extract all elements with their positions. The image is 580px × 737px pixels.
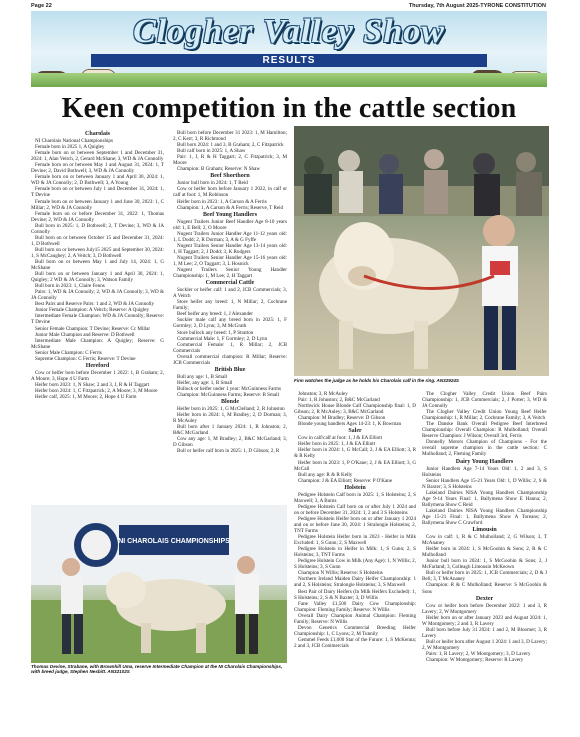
result-entry: Heifer born in 2025: 1, G McClelland; 2, R Johnston	[177, 406, 285, 413]
result-entry: Bull born after 1 January 2024: 1, R Johnston; 2, B&C McGarland	[173, 424, 287, 437]
result-entry: Lakeland Dairies NISA Young Handlers Championship Age 9-14 Years Final: 1, Ballymena Show E Hanna; 2, Ballymena Show C Reid	[422, 489, 547, 508]
photo-illustration	[294, 126, 549, 376]
result-entry: Heifer born on or after January 2023 and August 2024: 1, W Montgomery; 2 and 3, R Lavery	[422, 614, 547, 627]
result-entry: Senior Handlers Age 15-21 Years Old: 1, D Willis; 2, S & N Baxter; 3, S Holsteins	[422, 477, 547, 490]
result-entry: Donnelly Motors Champion of Champions - For the overall supreme champion in the cattle section: C Mulholland; 2, Fleming Family	[422, 439, 547, 458]
result-entry: Devon Genetics Commercial Breeding Heifer Championship: 1, C Lyons; 2, M Tunnily	[294, 624, 416, 637]
result-entry: Supreme Champion: C Ferris; Reserve: T Devine	[35, 355, 136, 362]
section-heading: Blonde	[220, 399, 239, 406]
result-entry: Bull born in 2025: 1, D Bothwell; 2, T Devine; 3, WD & JA Connolly	[31, 222, 164, 235]
championship-sign: NI CHAROLAIS CHAMPIONSHIPS	[118, 538, 230, 545]
photo-charolais-calf	[294, 126, 549, 376]
result-entry: Lakeland Dairies NISA Young Handlers Championship Age 15-21 Final: 1, Ballymena Show A Toreans; 2, Ballymena Show C Crawford	[422, 507, 547, 526]
result-entry: Suckler male calf any breed born in 2025: 1, F Gormley; 2, D Lynn; 3, M McGrath	[173, 317, 287, 330]
result-entry: Pedigree Holstein Heifer born in 2023 - Heifer in Milk Excluded: 1, S Gunn; 2, S Maxwell	[294, 534, 416, 547]
result-entry: Bull born before July 31 2024: 1 and 2, M Bloomer; 3, R Lavery	[422, 626, 547, 639]
result-entry: Bull any age: 1, B Small	[177, 373, 228, 380]
section-heading: Saler	[348, 428, 362, 435]
result-entry: Bull born on or between October 15 and December 31, 2024: 1, D Bothwell	[31, 234, 164, 247]
section-heading: Holstein	[344, 484, 366, 491]
result-entry: Champion: W Montgomery; Reserve: R Lavery	[426, 657, 524, 664]
result-entry: Commercial Male: 1, F Gormley; 2, D Lynn	[177, 335, 268, 342]
result-entry: Heifer born in 2024: 1, G McCall; 2, J & EA Elliott; 3, R & R Kelly	[294, 447, 416, 460]
section-heading: Limousin	[472, 527, 497, 534]
section-heading: Beef Young Handlers	[202, 211, 258, 218]
result-entry: Pedigree Holstein in Heifer in Milk: 1, S Gunn; 2, S Holsteins; 3, TNT Farms	[294, 546, 416, 559]
result-entry: Nugent Trailers Junior Handler Age 11-12 years old: 1, L Dodd; 2, R Dorman; 3, A & G Fyffe	[173, 230, 287, 243]
result-entry: Champion: M Bradley; Reserve: D Gibson	[298, 415, 386, 422]
result-entry: Best Pair of Dairy Heifers (In Milk Heifers Excluded): 1, S Holsteins; 2, S & N Baxter; 3, D Willis	[294, 588, 416, 601]
grass-strip	[31, 73, 547, 87]
section-heading: Beef Shorthorn	[210, 173, 250, 180]
result-entry: Pairs: 1, WD & JA Connolly; 2, WD & JA Connolly; 3, WD & JA Connolly	[31, 289, 164, 302]
result-entry: Pair: 1, R Johnston; 2, B&C McGarland	[298, 397, 380, 404]
result-entry: Beef heifer any breed: 1, J Alexander	[177, 311, 253, 318]
photo-illustration	[31, 505, 287, 663]
result-entry: Cow or heifer born before December 1 2022: 1, B Graham; 2, A Moore; 3, Hope 4 U Farm	[31, 369, 164, 382]
result-entry: Suckler or heifer calf: 1 and 2, JCB Commercials; 3, A Veitch	[173, 287, 287, 300]
result-entry: Fane Valley £1,500 Dairy Cow Championship: Champion: Fleming Family; Reserve: N Willis	[294, 600, 416, 613]
result-entry: The Clogher Valley Credit Union Young Beef Heifer Championship: 1, R Millar; 2, Cochrane Family; 3, A Veitch	[422, 409, 547, 422]
result-entry: Bull or heifer calf born in 2025: 1, D Gibson; 2, R	[177, 448, 280, 455]
result-entry: Johnston; 3, R McAuley	[298, 391, 348, 397]
result-entry: Northern Ireland Maiden Dairy Heifer Championship: 1 and 2, S Holsteins; Stralongie Holsteins; 3, S Maxwell	[294, 576, 416, 589]
issue-date: Thursday, 7th August 2025-TYRONE CONSTITUTION	[408, 3, 546, 9]
result-entry: Bullock or heifer under 1 year: McGuinness Farms	[177, 385, 281, 392]
result-entry: The Clogher Valley Credit Union Beef Pairs Championship: 1, JCB Commercials; 2, J Porter; 3, WD & JA Connolly	[422, 391, 547, 410]
result-entry: Senior Female Champion: T Devine; Reserve: Cc Millar	[35, 325, 151, 332]
result-entry: Champion: R & C Mulholland; Reserve: S McGoohin & Sons	[422, 582, 547, 595]
result-entry: Heifer born in 2023: 1, A Carson & A Ferris	[177, 198, 267, 205]
result-entry: Champion: B Graham; Reserve: N Shaw	[177, 166, 261, 173]
result-entry: Bull born before December 31 2023: 1, M Hamilton; 2, C Kerr; 3, R Richmond	[173, 130, 287, 143]
result-entry: Female born on or between July 1 and December 31, 2024: 1, T Devine	[31, 186, 164, 199]
result-entry: Heifer born in 2025: 1, J & EA Elliott	[298, 441, 376, 448]
result-entry: Senior Male Champion: C Ferris	[35, 349, 102, 356]
result-entry: Champion: McGuinness Farms; Reserve: B Small	[177, 391, 280, 398]
result-entry: Female born on or between January 1 and June 30, 2023: 1, C Millar; 2, WD & JA Connolly	[31, 198, 164, 211]
result-entry: Bull born on or between January 1 and April 30, 2024: 1, Quigley; 2 WD & JA Connolly; 3, Watson Family	[31, 271, 164, 284]
result-entry: Junior Female Champion: A Veitch; Reserve: A Quigley	[35, 307, 150, 314]
result-entry: Heifer calf, 2025: 1, M Moore; 2, Hope 4 U Farm	[35, 394, 137, 401]
result-entry: Northwick House Blonde Calf Championship final: 1, D Gibson; 2, R McAuley; 3, B&C McGarland	[294, 403, 416, 416]
result-entry: Bull any age: R & R Kelly	[298, 471, 353, 478]
result-entry: Female born in 2025 1, A Quigley	[35, 144, 105, 151]
result-entry: Heifer, any age: 1, B Small	[177, 379, 233, 386]
results-column-3	[294, 391, 416, 649]
result-entry: Junior bull born in 2024: 1, S McGoohin & Sons; 2, J McFarland; 3, Colleagh Limousin McKeown	[422, 558, 547, 571]
result-entry: Pedigree Holstein Heifer born on or after January 1 2024 and on or before June 30, 2024: 1 Stralongie Holsteins; 2, TNT Farms	[294, 515, 416, 535]
result-entry: Bull or heifer born after August 1 2024: 1 and 3, D Lavery; 2, W Montgomery	[422, 638, 547, 651]
result-entry: Pedigree Holstein Cow in Milk (Any Age): 1, N Willis; 2, S Holsteins; 3, S Gunn	[294, 558, 416, 571]
result-entry: Heifer born in 2023: 1, P O'Kane; 2, J & EA Elliott; 3, G McCall	[294, 459, 416, 472]
result-entry: Female born on or between May 1 and August 31, 2024: 1, T Devine; 2, David Bothwell; 3, WD & JA Connolly	[31, 162, 164, 175]
section-heading: Dairy Young Handlers	[455, 458, 514, 465]
section-heading: British Blue	[214, 366, 246, 373]
results-column-4	[422, 391, 547, 663]
result-entry: Pedigree Holstein Calf born on or after July 1 2024 and on or before December 31, 2024: 1, 2 and 3 S Holsteins	[294, 503, 416, 516]
result-entry: Nugent Trailers Junior Beef Handler Age 8-10 years old: 1, E Bell; 2, O Moore	[173, 218, 287, 231]
result-entry: Female born on or between September 1 and December 31, 2024: 1, Alan Veitch, 2, Gerard McShane; 3, WD & JA Connolly	[31, 150, 164, 163]
result-entry: Junior Male Champion and Reserve: D Bothwell	[35, 331, 135, 338]
result-entry: Female born on or before December 31, 2022: 1, Thomas Devine; 2, WD & JA Connolly	[31, 210, 164, 223]
result-entry: Bull born in 2023: 1, Claire Fenns	[35, 283, 105, 290]
result-entry: Cow in calf/calf at foot: 1, J & EA Elliott	[298, 435, 383, 442]
page-number: Page 22	[31, 3, 52, 9]
section-heading: Commercial Cattle	[205, 280, 255, 287]
result-entry: Bull born on or between July15 2025 and September 30, 2024: 1, S McCaughey; 2, A Veitch; 3, D Bothwell	[31, 246, 164, 259]
result-entry: Pairs: 1, R Lavery; 2, W Montgomery; 3, D Lavery	[426, 650, 531, 657]
result-entry: Best Pairs and Reserve Pairs: 1 and 2, WD & JA Connolly	[35, 301, 155, 308]
result-entry: Junior bull born in 2024: 1, T Reid	[177, 180, 248, 187]
result-entry: Gemmel Feeds £1,000 Star of the Future: 1, S McKenna; 2 and 3, JCB Commercials	[294, 636, 416, 649]
result-entry: Store bullock any breed: 1, P Stratton	[177, 329, 254, 336]
result-entry: Heifer born in 2024: 1, M Bradley; 2, D Dorman; 3, R McAuley	[173, 412, 287, 425]
result-entry: Store heifer any breed: 1, N Millar; 2, Cochrane Family;	[173, 299, 287, 312]
result-entry: Female born on or between January 1 and April 30, 2024: 1, WD & JA Connolly; 2, D Bothwell; 3, A Young	[31, 174, 164, 187]
result-entry: Bull born on or between May 1 and July 14, 2024: 1, G McShane	[31, 258, 164, 272]
result-entry: Pair: 1, J, R & H Taggart; 2, C Fitzpatrick; 3, M Moore	[173, 154, 287, 167]
section-heading: Hereford	[85, 362, 110, 369]
result-entry: Blonde young handlers Ages 14-23: 1, K Bowman	[298, 421, 401, 428]
result-entry: Pedigree Holstein Calf born in 2025: 1, S Holsteins; 2, S Maxwell; 3, A Burns	[294, 491, 416, 504]
result-entry: Cow or heifer born before December 2022: 1 and 3, R Lavery; 2, W Montgomery	[422, 602, 547, 615]
result-entry: Cow or heifer born before January 1 2022, in calf or calf at foot: 1, M Robinson	[173, 186, 287, 199]
result-entry: Cow any age: 1, M Bradley; 2, B&C McGarland; 3, D Gibson	[173, 436, 287, 449]
result-entry: The Danske Bank Overall Pedigree Beef Interbreed Championship: Overall Champion: R Mulholland; Overall Reserve Champion: J Wilson; Overall 3rd, Ferris	[422, 421, 547, 440]
result-entry: Nugent Trailers Senior Handler Age 15-16 years old: 1, M Lee; 2, O Taggart; 3, L Hosnick	[173, 254, 287, 267]
result-entry: Champion: J & EA Elliott; Reserve: P O'Kane	[298, 477, 392, 484]
results-column-2	[173, 130, 287, 454]
result-entry: Champion: 1, A Carson & A Ferris; Reserve, T Reid	[177, 204, 284, 211]
result-entry: Bull born 2024: 1 and 3, B Graham; 2, C Fitzpatrick	[177, 142, 284, 149]
result-entry: Nugent Trailers Senior Handler Age 13-14 years old: 1, H Taggart; 2, J Dodd; 3, K Rodgers	[173, 242, 287, 255]
result-entry: Nugent Trailers Senior Young Handler Championship: 1, M Lee; 2, H Taggart	[173, 267, 287, 280]
result-entry: Champion N Willis; Reserve: S Holsteins	[298, 570, 383, 577]
photo-caption: Thomas Devine, Strabane, with Brownhill Uma, reserve Intermediate Champion at the NI Charolais Championships, with breed judge, Stephen Nesbitt. AN32102S	[31, 664, 283, 675]
result-entry: Overall Dairy Champion Animal Champion: Fleming Family; Reserve: N Willis	[294, 612, 416, 625]
result-entry: Bull or heifer born in 2025: 1, JCB Commercials; 2, D & J Bell; 3, T McAnaney	[422, 570, 547, 583]
result-entry: NI Charolais National Championships	[35, 138, 113, 145]
section-heading: Dexter	[475, 595, 494, 602]
show-banner	[31, 11, 547, 87]
result-entry: Commercial Female: 1, R Millar; 2, JCB Commercials	[173, 341, 287, 354]
banner-title: Clogher Valley Show	[133, 13, 445, 50]
result-entry: Junior Handlers Age 7-14 Years Old: 1, 2 and 3, S Holsteins	[422, 465, 547, 478]
banner-subtitle: RESULTS	[262, 55, 316, 66]
result-entry: Heifer born 2024: 1, C Fitzpatrick; 2, A Moore; 3, M Moore	[35, 387, 158, 394]
headline: Keen competition in the cattle section	[61, 93, 517, 124]
results-column-1	[31, 130, 164, 400]
section-heading: Charolais	[85, 131, 110, 137]
result-entry: Overall commercial champion: R Millar; Reserve: JCB Commercials	[173, 353, 287, 366]
result-entry: Heifer born in 2024: 1, S McGoohin & Sons; 2, R & C Mulholland	[422, 546, 547, 559]
result-entry: Intermediate Female Champion: WD & JA Connolly; Reserve: T Devine	[31, 313, 164, 326]
photo-charolais-championship	[31, 505, 287, 663]
result-entry: Heifer born 2023: 1, N Shaw; 2 and 3, J, R & H Taggart	[35, 381, 150, 388]
photo-caption: Finn watches the judge as he holds his Charolais calf in the ring. AN32924S	[294, 378, 459, 383]
result-entry: Bull calf born in 2025: 1, A Shaw	[177, 148, 246, 155]
result-entry: Cow in calf: 1, R & C Mulholland; 2, G Wilson; 3, T McAnaney	[422, 534, 547, 547]
result-entry: Intermediate Male Champion: A Quigley; Reserve: G McShane	[31, 337, 164, 350]
